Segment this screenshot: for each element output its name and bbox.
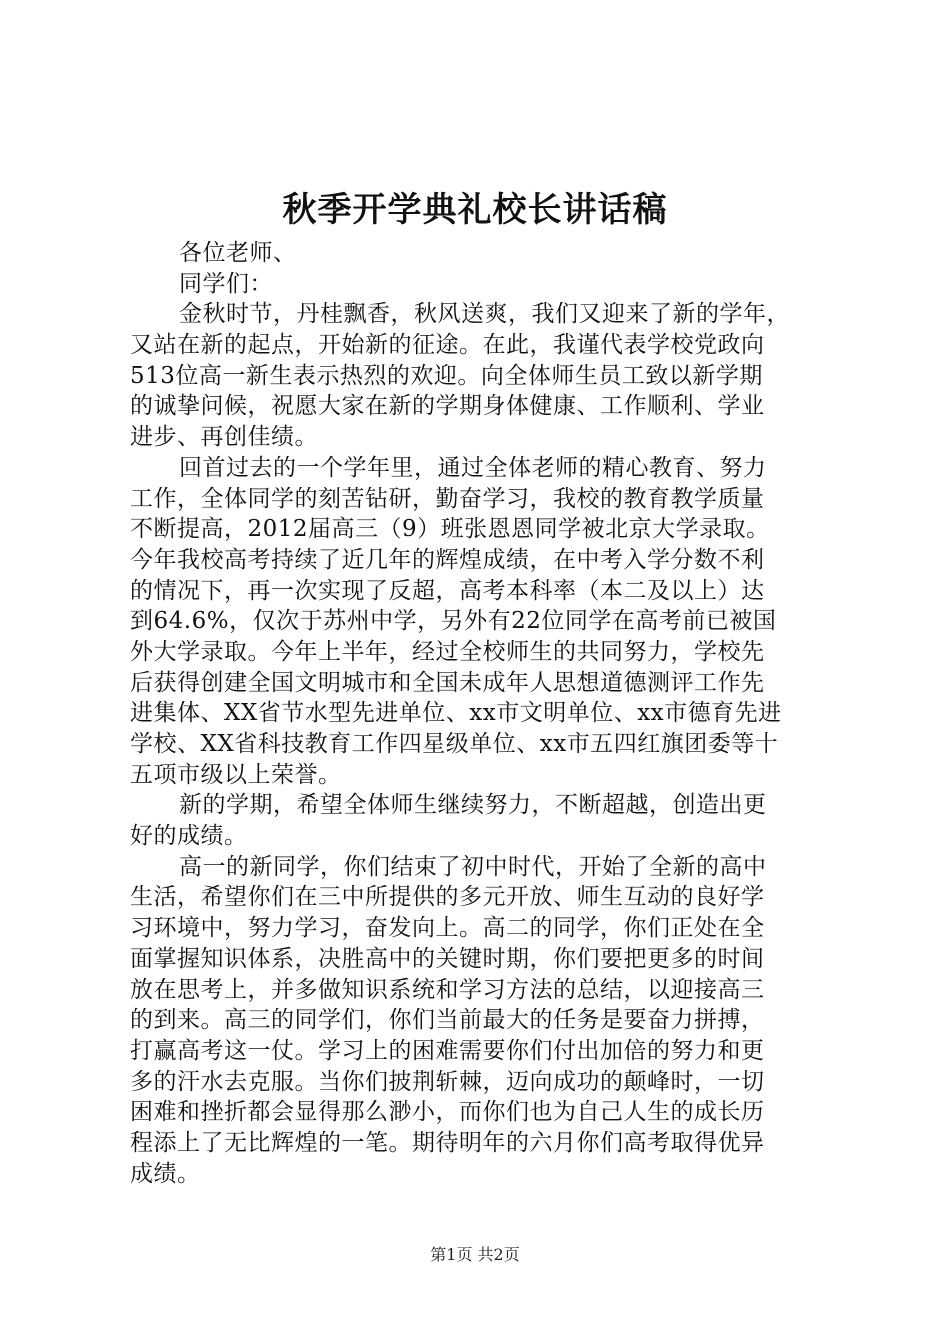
paragraph-line: 的诚挚问候，祝愿大家在新的学期身体健康、工作顺利、学业: [130, 393, 765, 420]
paragraph-line: 后获得创建全国文明城市和全国未成年人思想道德测评工作先: [130, 669, 765, 696]
paragraph-line: 面掌握知识体系，决胜高中的关键时期，你们要把更多的时间: [130, 945, 765, 972]
paragraph-line: 513位高一新生表示热烈的欢迎。向全体师生员工致以新学期: [130, 362, 763, 389]
paragraph-line: 不断提高，2012届高三（9）班张恩恩同学被北京大学录取。: [130, 516, 770, 543]
paragraph-line: 好的成绩。: [130, 823, 248, 850]
page-footer: 第1页 共2页: [430, 1245, 520, 1264]
paragraph-line: 今年我校高考持续了近几年的辉煌成绩，在中考入学分数不利: [130, 546, 765, 573]
paragraph-line: 新的学期，希望全体师生继续努力，不断超越，创造出更: [179, 792, 767, 819]
paragraph-line: 进集体、XX省节水型先进单位、xx市文明单位、xx市德育先进: [130, 700, 782, 727]
paragraph-line: 进步、再创佳绩。: [130, 424, 318, 451]
paragraph-line: 多的汗水去克服。当你们披荆斩棘，迈向成功的颠峰时，一切: [130, 1068, 765, 1095]
paragraph-line: 工作，全体同学的刻苦钻研，勤奋学习，我校的教育教学质量: [130, 485, 765, 512]
document-title: 秋季开学典礼校长讲话稿: [282, 190, 668, 230]
paragraph-line: 程添上了无比辉煌的一笔。期待明年的六月你们高考取得优异: [130, 1129, 765, 1156]
paragraph-line: 的情况下，再一次实现了反超，高考本科率（本二及以上）达: [130, 577, 765, 604]
salutation-line: 同学们：: [179, 270, 273, 297]
paragraph-line: 的到来。高三的同学们，你们当前最大的任务是要奋力拼搏，: [130, 1007, 765, 1034]
paragraph-line: 习环境中，努力学习，奋发向上。高二的同学，你们正处在全: [130, 915, 765, 942]
document-body: [130, 238, 830, 1189]
paragraph-line: 金秋时节，丹桂飘香，秋风送爽，我们又迎来了新的学年，: [179, 301, 790, 328]
paragraph-line: 生活，希望你们在三中所提供的多元开放、师生互动的良好学: [130, 884, 765, 911]
paragraph-line: 学校、XX省科技教育工作四星级单位、xx市五四红旗团委等十: [130, 731, 779, 757]
paragraph-line: 打赢高考这一仗。学习上的困难需要你们付出加倍的努力和更: [130, 1037, 765, 1064]
paragraph-line: 高一的新同学，你们结束了初中时代，开始了全新的高中: [179, 853, 767, 880]
paragraph-line: 到64.6%，仅次于苏州中学，另外有22位同学在高考前已被国: [130, 608, 777, 635]
salutation-line: 各位老师、: [179, 240, 297, 266]
paragraph-line: 外大学录取。今年上半年，经过全校师生的共同努力，学校先: [130, 638, 765, 665]
paragraph-line: 五项市级以上荣誉。: [130, 761, 342, 788]
paragraph-line: 困难和挫折都会显得那么渺小，而你们也为自己人生的成长历: [130, 1099, 765, 1126]
paragraph-line: 回首过去的一个学年里，通过全体老师的精心教育、努力: [179, 454, 767, 481]
paragraph-line: 成绩。: [130, 1160, 201, 1187]
paragraph-line: 又站在新的起点，开始新的征途。在此，我谨代表学校党政向: [130, 332, 765, 359]
paragraph-line: 放在思考上，并多做知识系统和学习方法的总结，以迎接高三: [130, 976, 765, 1003]
